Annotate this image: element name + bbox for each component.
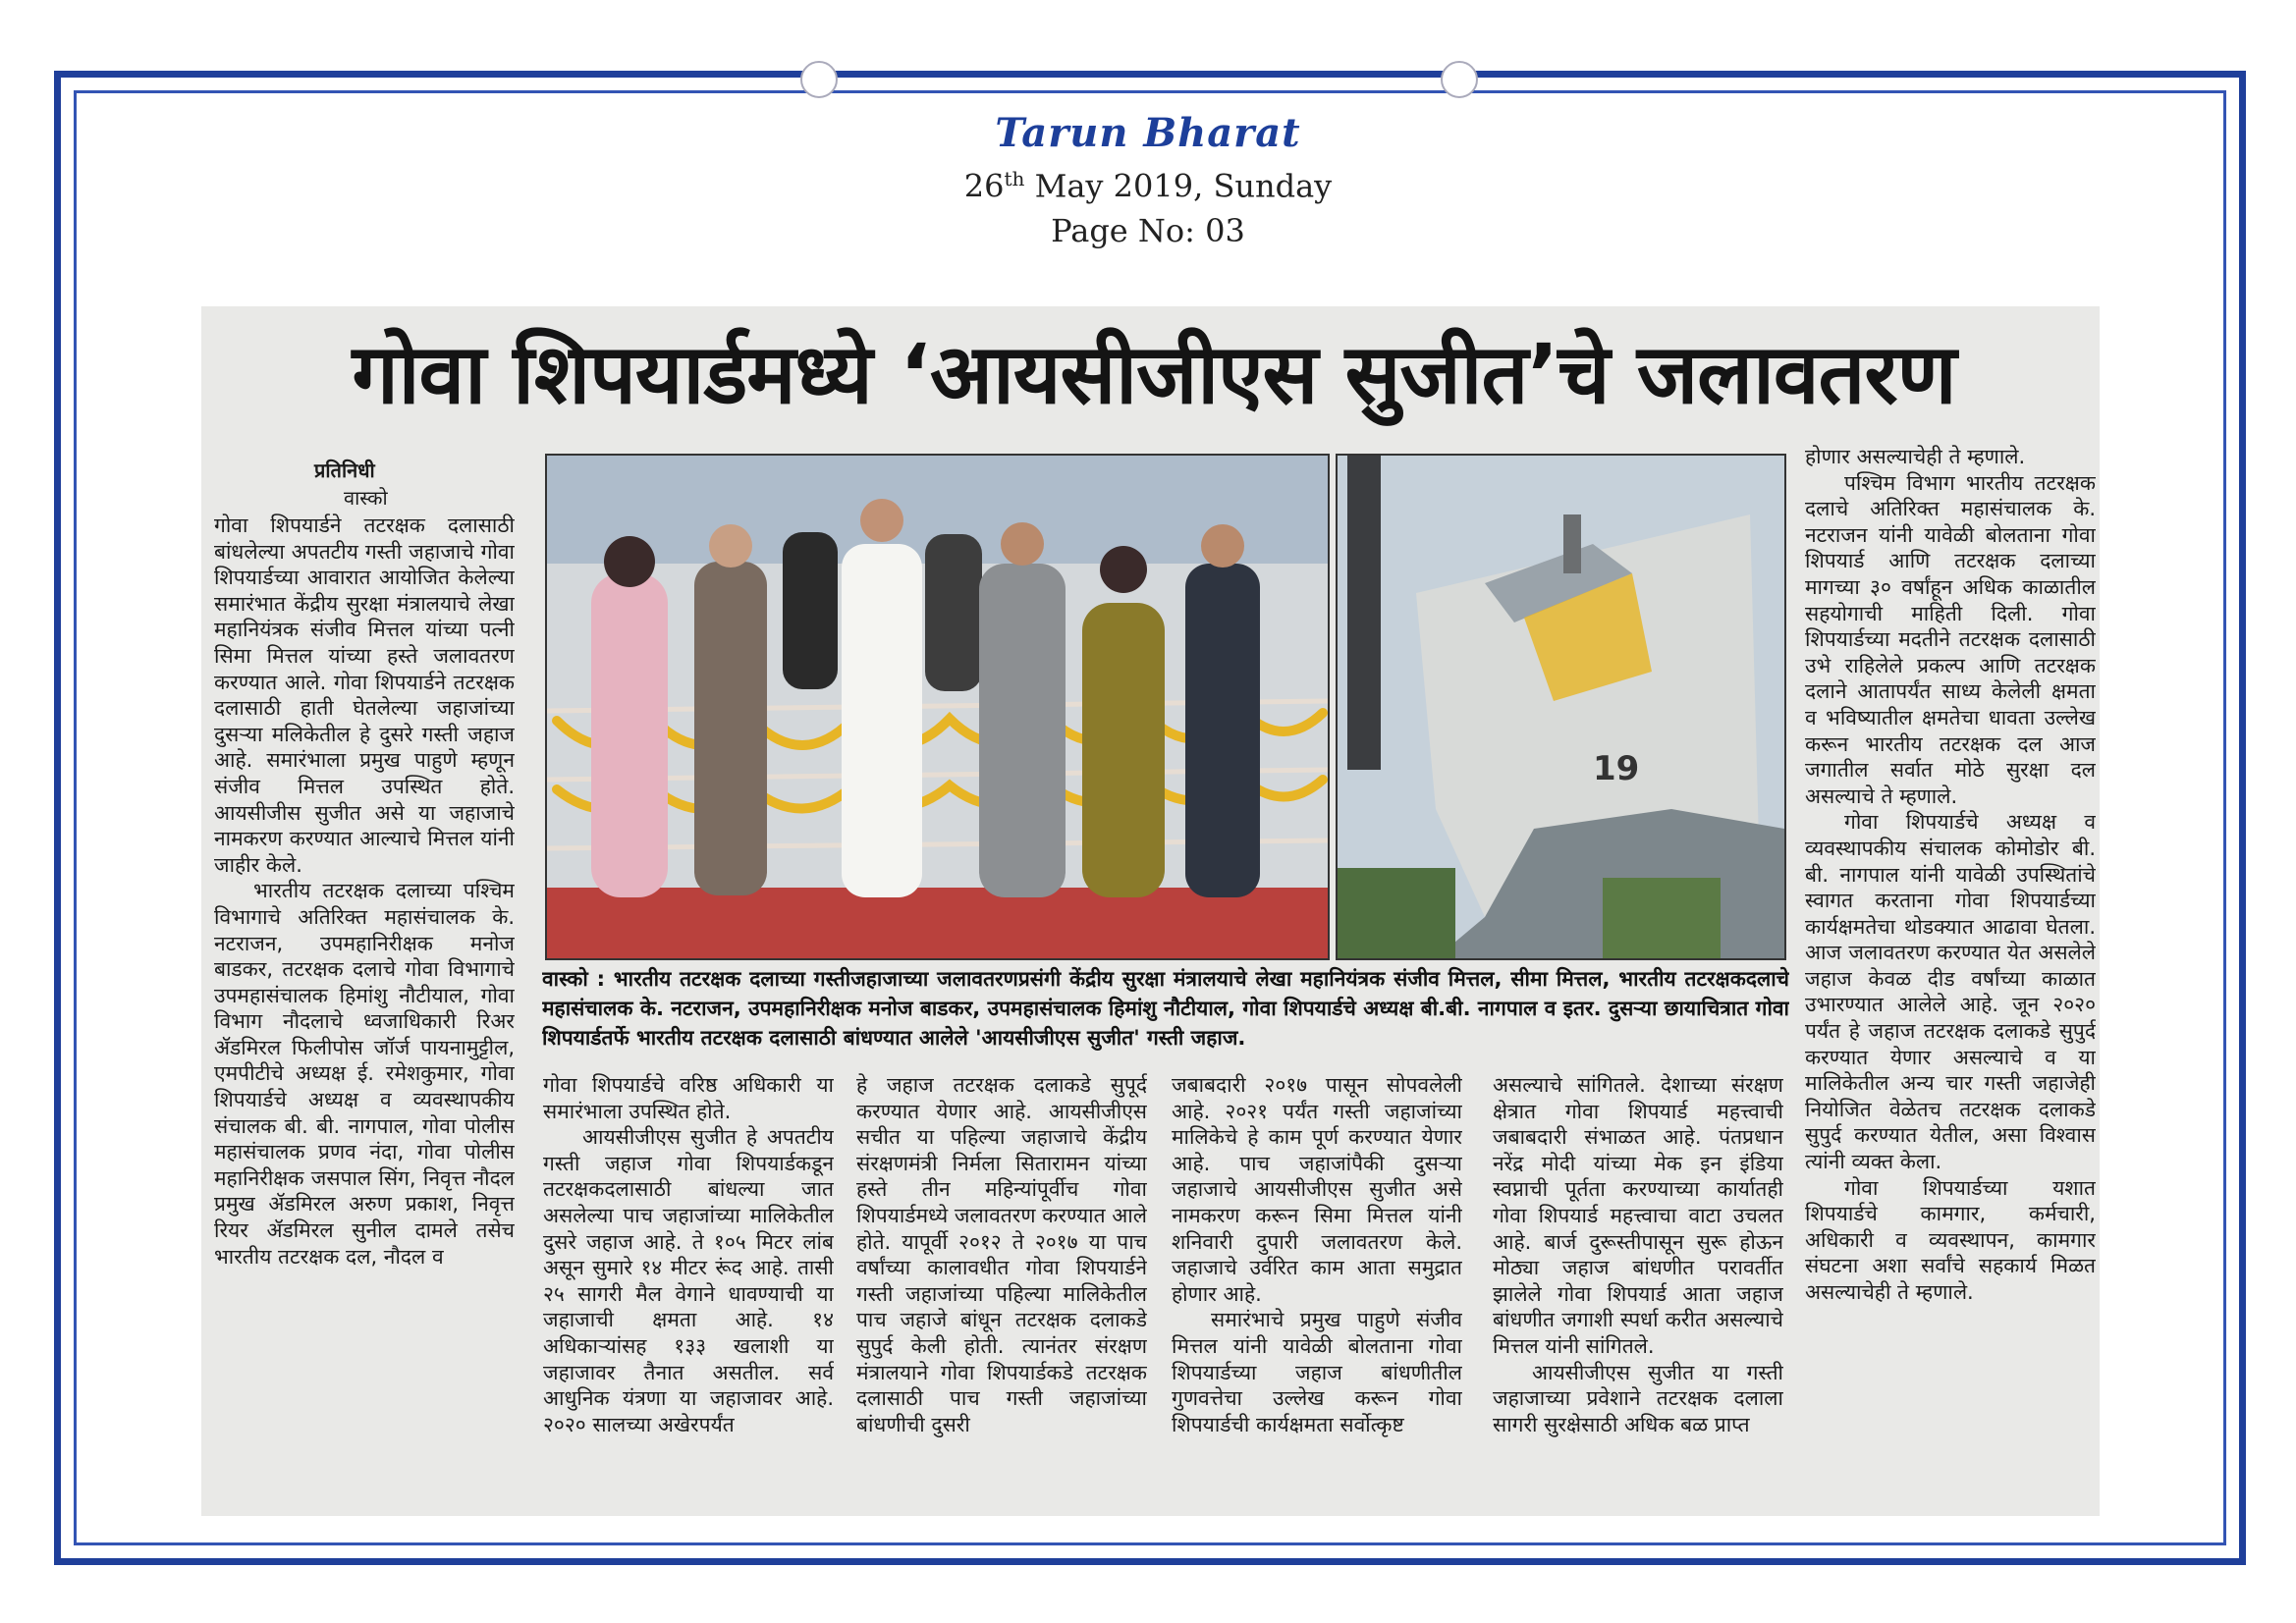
dateline: वास्को bbox=[344, 486, 388, 510]
article-column-6 bbox=[1805, 444, 2096, 1506]
article-column-1 bbox=[214, 513, 515, 1504]
ship-photo-image bbox=[1338, 456, 1784, 958]
body-paragraph: गोवा शिपयार्डच्या यशात शिपयार्डचे कामगार, कर्मचारी, अधिकारी व व्यवस्थापन, कामगार संघटना अशा सर्वांचे सहकार्य मिळत असल्याचेही ते म्हणाले. bbox=[1805, 1175, 2096, 1304]
body-paragraph: पश्चिम विभाग भारतीय तटरक्षक दलाचे अतिरिक्त महासंचालक के. नटराजन यांनी यावेळी बोलताना गोवा शिपयार्ड आणि तटरक्षक दलाच्या मागच्या ३० वर्षांहून अधिक काळातील सहयोगाची माहिती दिली. गोवा शिपयार्डच्या मदतीने तटरक्षक दलासाठी उभे राहिलेले प्रकल्प आणि तटरक्षक दलाने आतापर्यंत साध्य केलेली क्षमता व भविष्यातील क्षमतेचा धावता उल्लेख करून भारतीय तटरक्षक दल आज जगातील सर्वात मोठे सुरक्षा दल असल्याचे ते म्हणाले. bbox=[1805, 470, 2096, 808]
ship-photo bbox=[1336, 454, 1786, 960]
article-column-2 bbox=[543, 1072, 834, 1504]
publication-name: Tarun Bharat bbox=[995, 110, 1301, 156]
body-paragraph: गोवा शिपयार्डचे वरिष्ठ अधिकारी या समारंभाला उपस्थित होते. bbox=[543, 1073, 834, 1123]
body-paragraph: गोवा शिपयार्डने तटरक्षक दलासाठी बांधलेल्या अपतटीय गस्ती जहाजाचे गोवा शिपयार्डच्या आवारात आयोजित केलेल्या समारंभात केंद्रीय सुरक्षा मंत्रालयाचे लेखा महानियंत्रक संजीव मित्तल यांच्या पत्नी सिमा मित्तल यांच्या हस्ते जलावतरण करण्यात आले. गोवा शिपयार्डने तटरक्षक दलासाठी हाती घेतलेल्या जहाजांच्या दुसऱ्या मलिकेतील हे दुसरे गस्ती जहाज आहे. समारंभाला प्रमुख पाहुणे म्हणून संजीव मित्तल उपस्थित होते. आयसीजीस सुजीत असे या जहाजाचे नामकरण करण्यात आल्याचे मित्तल यांनी जाहीर केले. bbox=[214, 514, 515, 877]
body-paragraph: भारतीय तटरक्षक दलाच्या पश्चिम विभागाचे अतिरिक्त महासंचालक के. नटराजन, उपमहानिरीक्षक मनोज बाडकर, तटरक्षक दलाचे गोवा विभागाचे उपमहासंचालक हिमांशु नौटीयाल, गोवा विभाग नौदलाचे ध्वजाधिकारी रिअर ॲडमिरल फिलीपोस जॉर्ज पायनामुट्टील, एमपीटीचे अध्यक्ष ई. रमेशकुमार, गोवा शिपयार्डचे अध्यक्ष व व्यवस्थापकीय संचालक बी. बी. नागपाल, गोवा पोलीस महासंचालक प्रणव नंदा, गोवा पोलीस महानिरीक्षक जसपाल सिंग, निवृत्त नौदल प्रमुख ॲडमिरल अरुण प्रकाश, निवृत्त रियर ॲडमिरल सुनील दामले तसेच भारतीय तटरक्षक दल, नौदल व bbox=[214, 879, 515, 1269]
article-column-4 bbox=[1172, 1072, 1462, 1504]
article-column-3 bbox=[856, 1072, 1147, 1504]
byline: प्रतिनिधी bbox=[314, 459, 375, 482]
body-paragraph: होणार असल्याचेही ते म्हणाले. bbox=[1805, 445, 2026, 468]
headline: गोवा शिपयार्डमध्ये ‘आयसीजीएस सुजीत’चे जलावतरण bbox=[352, 326, 1956, 422]
body-paragraph: आयसीजीएस सुजीत या गस्ती जहाजाच्या प्रवेशाने तटरक्षक दलाला सागरी सुरक्षेसाठी अधिक बळ प्राप्त bbox=[1493, 1360, 1783, 1436]
body-paragraph: समारंभाचे प्रमुख पाहुणे संजीव मित्तल यांनी यावेळी बोलताना गोवा शिपयार्डच्या जहाज बांधणीतील गुणवत्तेचा उल्लेख करून गोवा शिपयार्डची कार्यक्षमता सर्वोत्कृष्ट bbox=[1172, 1308, 1462, 1436]
ceremony-photo bbox=[545, 454, 1330, 960]
article-column-5 bbox=[1493, 1072, 1783, 1504]
body-paragraph: आयसीजीएस सुजीत हे अपतटीय गस्ती जहाज गोवा शिपयार्डकडून तटरक्षकदलासाठी बांधल्या जात असलेल्या पाच जहाजांच्या मालिकेतील दुसरे जहाज आहे. ते १०५ मिटर लांब असून सुमारे १४ मीटर रूंद आहे. तासी २५ सागरी मैल वेगाने धावण्याची या जहाजाची क्षमता आहे. १४ अधिकाऱ्यांसह १३३ खलाशी या जहाजावर तैनात असतील. सर्व आधुनिक यंत्रणा या जहाजावर आहे. २०२० सालच्या अखेरपर्यंत bbox=[543, 1125, 834, 1436]
body-paragraph: जबाबदारी २०१७ पासून सोपवलेली आहे. २०२१ पर्यंत गस्ती जहाजांच्या मालिकेचे हे काम पूर्ण करण्यात येणार आहे. पाच जहाजांपैकी दुसऱ्या जहाजाचे आयसीजीएस सुजीत असे नामकरण करून सिमा मित्तल यांनी शनिवारी दुपारी जलावतरण केले. जहाजाचे उर्वरित काम आता समुद्रात होणार आहे. bbox=[1172, 1073, 1462, 1306]
page-number: Page No: 03 bbox=[1051, 212, 1245, 249]
photo-caption: वास्को : भारतीय तटरक्षक दलाच्या गस्तीजहाजाच्या जलावतरणप्रसंगी केंद्रीय सुरक्षा मंत्रालयाचे लेखा महानियंत्रक संजीव मित्तल, सीमा मित्तल, भारतीय तटरक्षकदलाचे महासंचालक के. नटराजन, उपमहानिरीक्षक मनोज बाडकर, उपमहासंचालक हिमांशु नौटीयाल, गोवा शिपयार्डचे अध्यक्ष बी.बी. नागपाल व इतर. दुसऱ्या छायाचित्रात गोवा शिपयार्डतर्फे भारतीय तटरक्षक दलासाठी बांधण्यात आलेले 'आयसीजीएस सुजीत' गस्ती जहाज. bbox=[542, 967, 1789, 1050]
ceremony-photo-image bbox=[547, 456, 1328, 958]
punch-hole-right bbox=[1441, 61, 1478, 98]
publication-date: 26th May 2019, Sunday bbox=[963, 167, 1333, 205]
punch-hole-left bbox=[800, 61, 838, 98]
body-paragraph: गोवा शिपयार्डचे अध्यक्ष व व्यवस्थापकीय संचालक कोमोडोर बी. बी. नागपाल यांनी यावेळी उपस्थितांचे स्वागत करताना गोवा शिपयार्डच्या कार्यक्षमतेचा थोडक्यात आढावा घेतला. आज जलावतरण करण्यात येत असलेले जहाज केवळ दीड वर्षांच्या काळात उभारण्यात आलेले आहे. जून २०२० पर्यंत हे जहाज तटरक्षक दलाकडे सुपुर्द करण्यात येणार असल्याचे व या मालिकेतील अन्य चार गस्ती जहाजेही नियोजित वेळेतच तटरक्षक दलाकडे सुपुर्द करण्यात येतील, असा विश्वास त्यांनी व्यक्त केला. bbox=[1805, 810, 2096, 1174]
hull-number: 19 bbox=[1593, 749, 1640, 788]
body-paragraph: हे जहाज तटरक्षक दलाकडे सुपूर्द करण्यात येणार आहे. आयसीजीएस सचीत या पहिल्या जहाजाचे केंद्रीय संरक्षणमंत्री निर्मला सितारामन यांच्या हस्ते तीन महिन्यांपूर्वीच गोवा शिपयार्डमध्ये जलावतरण करण्यात आले होते. यापूर्वी २०१२ ते २०१७ या पाच वर्षांच्या कालावधीत गोवा शिपयार्डने गस्ती जहाजांच्या पहिल्या मालिकेतील पाच जहाजे बांधून तटरक्षक दलाकडे सुपुर्द केली होती. त्यानंतर संरक्षण मंत्रालयाने गोवा शिपयार्डकडे तटरक्षक दलासाठी पाच गस्ती जहाजांच्या बांधणीची दुसरी bbox=[856, 1073, 1147, 1436]
body-paragraph: असल्याचे सांगितले. देशाच्या संरक्षण क्षेत्रात गोवा शिपयार्ड महत्त्वाची जबाबदारी संभाळत आहे. पंतप्रधान नरेंद्र मोदी यांच्या मेक इन इंडिया स्वप्नाची पूर्तता करण्याच्या कार्यातही गोवा शिपयार्ड महत्त्वाचा वाटा उचलत आहे. बार्ज दुरूस्तीपासून सुरू होऊन मोठ्या जहाज बांधणीत परावर्तीत झालेले गोवा शिपयार्ड आता जहाज बांधणीत जगाशी स्पर्धा करीत असल्याचे मित्तल यांनी सांगितले. bbox=[1493, 1073, 1783, 1358]
